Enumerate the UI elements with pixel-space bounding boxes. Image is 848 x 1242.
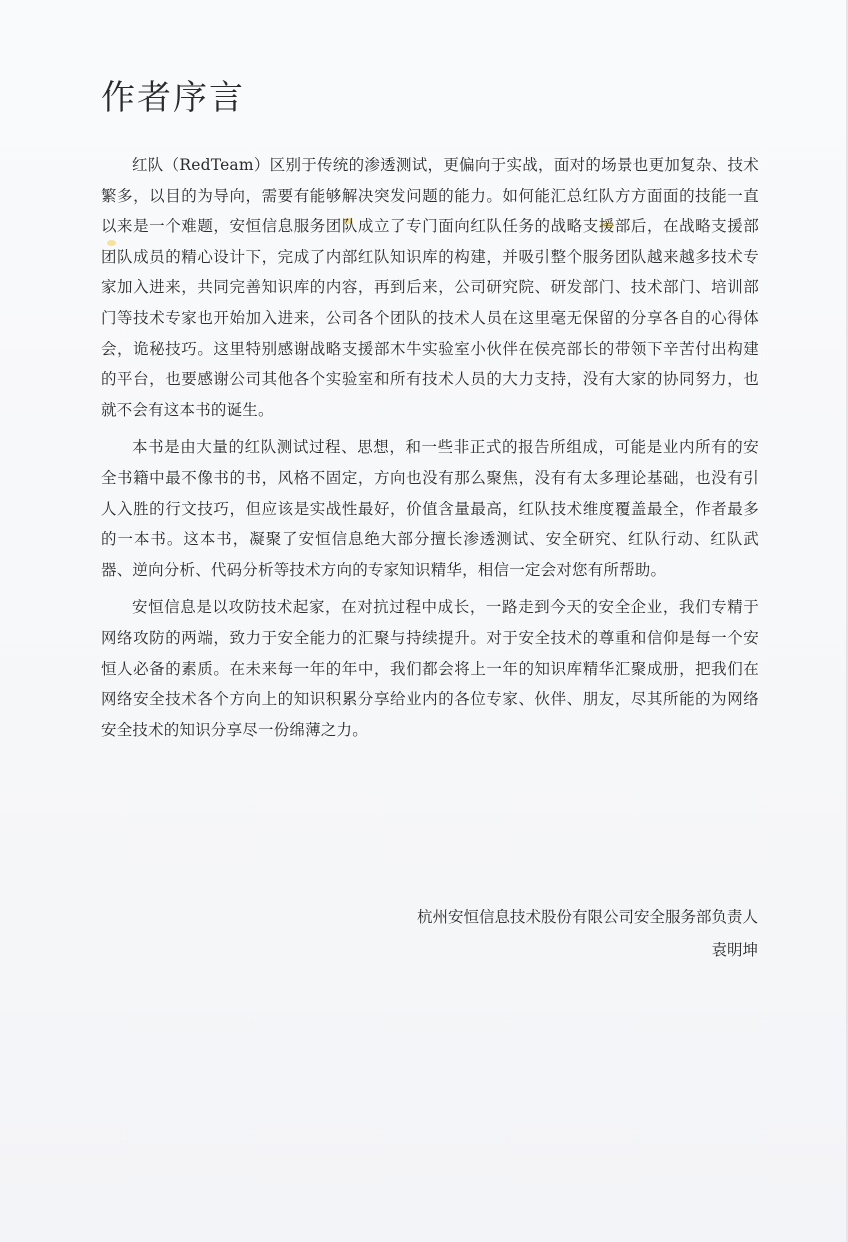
signature-block <box>417 901 758 967</box>
signature-name: 袁明坤 <box>711 941 758 959</box>
page-title: 作者序言 <box>101 78 245 118</box>
signature-org: 杭州安恒信息技术股份有限公司安全服务部负责人 <box>416 908 758 926</box>
paragraph-2: 本书是由大量的红队测试过程、思想，和一些非正式的报告所组成，可能是业内所有的安全书籍中最不像书的书，风格不固定，方向也没有那么聚焦，没有有太多理论基础，也没有引人入胜的行文技巧，但应该是实战性最好，价值含量最高，红队技术维度覆盖最全，作者最多的一本书。这本书，凝聚了安恒信息绝大部分擅长渗透测试、安全研究、红队行动、红队武器、逆向分析、代码分析等技术方向的专家知识精华，相信一定会对您有所帮助。 <box>101 438 759 579</box>
paragraph-1: 红队（RedTeam）区别于传统的渗透测试，更偏向于实战，面对的场景也更加复杂、技术繁多，以目的为导向，需要有能够解决突发问题的能力。如何能汇总红队方方面面的技能一直以来是一个难题，安恒信息服务团队成立了专门面向红队任务的战略支援部后，在战略支援部团队成员的精心设计下，完成了内部红队知识库的构建，并吸引整个服务团队越来越多技术专家加入进来，共同完善知识库的内容，再到后来，公司研究院、研发部门、技术部门、培训部门等技术专家也开始加入进来，公司各个团队的技术人员在这里毫无保留的分享各自的心得体会，诡秘技巧。这里特别感谢战略支援部木牛实验室小伙伴在侯亮部长的带领下辛苦付出构建的平台，也要感谢公司其他各个实验室和所有技术人员的大力支持，没有大家的协同努力，也就不会有这本书的诞生。 <box>101 156 759 419</box>
paragraph-3: 安恒信息是以攻防技术起家，在对抗过程中成长，一路走到今天的安全企业，我们专精于网络攻防的两端，致力于安全能力的汇聚与持续提升。对于安全技术的尊重和信仰是每一个安恒人必备的素质。在未来每一年的年中，我们都会将上一年的知识库精华汇聚成册，把我们在网络安全技术各个方向上的知识积累分享给业内的各位专家、伙伴、朋友，尽其所能的为网络安全技术的知识分享尽一份绵薄之力。 <box>101 598 759 739</box>
preface-body <box>101 150 759 752</box>
